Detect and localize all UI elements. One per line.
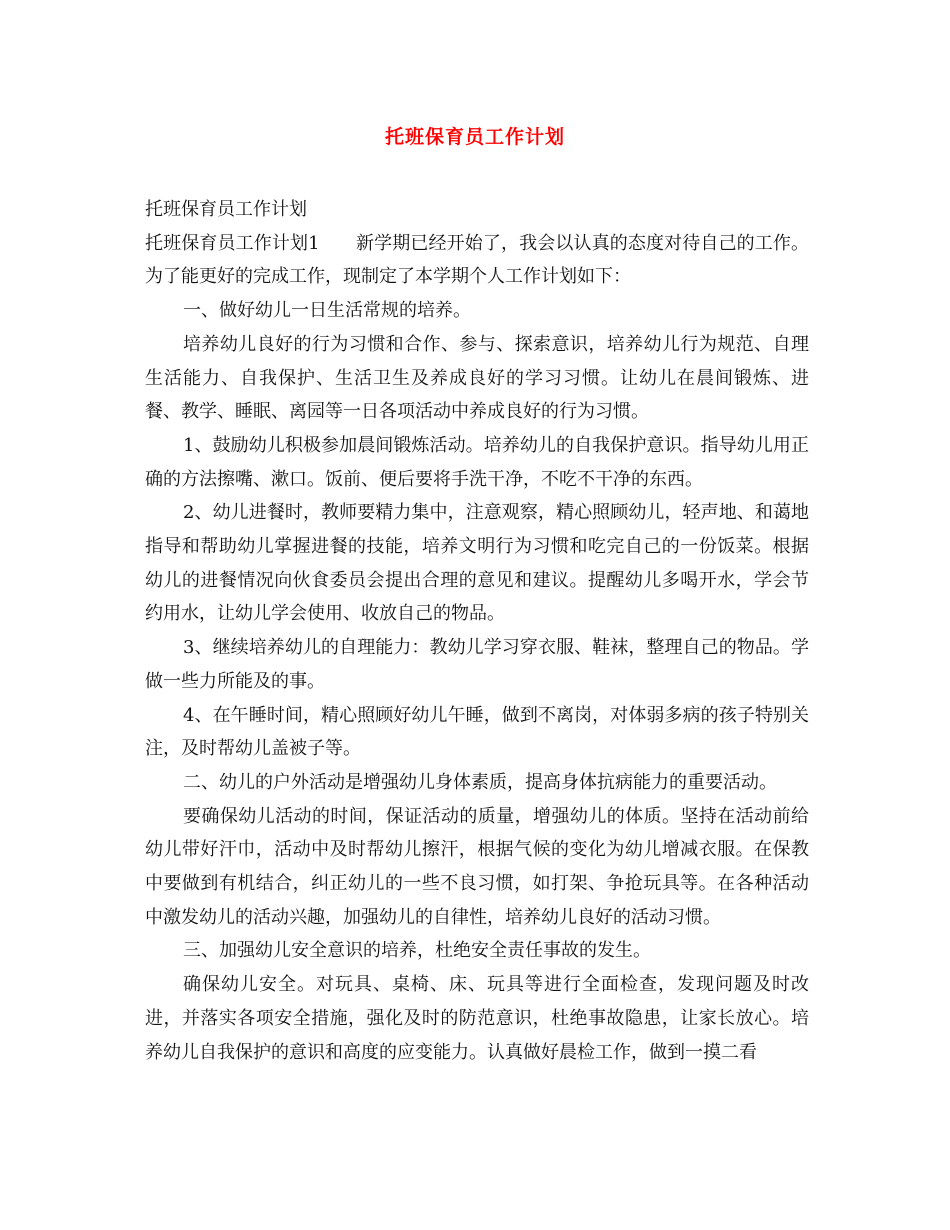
document-body	[145, 193, 809, 1069]
paragraph-heading: 托班保育员工作计划	[145, 199, 307, 220]
paragraph-item-2: 2、幼儿进餐时，教师要精力集中，注意观察，精心照顾幼儿，轻声地、和蔼地指导和帮助幼儿掌握进餐的技能，培养文明行为习惯和吃完自己的一份饭菜。根据幼儿的进餐情况向伙食委员会提出合理的意见和建议。提醒幼儿多喝开水，学会节约用水，让幼儿学会使用、收放自己的物品。	[145, 502, 809, 625]
paragraph-section-1-heading: 一、做好幼儿一日生活常规的培养。	[183, 300, 471, 322]
paragraph-item-3: 3、继续培养幼儿的自理能力：教幼儿学习穿衣服、鞋袜，整理自己的物品。学做一些力所能及的事。	[145, 637, 809, 692]
paragraph-item-4: 4、在午睡时间，精心照顾好幼儿午睡，做到不离岗，对体弱多病的孩子特别关注，及时帮幼儿盖被子等。	[145, 704, 809, 760]
document-title: 托班保育员工作计划	[384, 126, 565, 148]
paragraph-section-2-heading: 二、幼儿的户外活动是增强幼儿身体素质，提高身体抗病能力的重要活动。	[183, 771, 777, 793]
paragraph-section-1-body: 培养幼儿良好的行为习惯和合作、参与、探索意识，培养幼儿行为规范、自理生活能力、自我保护、生活卫生及养成良好的学习习惯。让幼儿在晨间锻炼、进餐、教学、睡眠、离园等一日各项活动中养成良好的行为习惯。	[145, 333, 809, 423]
paragraph-intro: 托班保育员工作计划1 新学期已经开始了，我会以认真的态度对待自己的工作。为了能更好的完成工作，现制定了本学期个人工作计划如下：	[145, 232, 809, 288]
paragraph-item-1: 1、鼓励幼儿积极参加晨间锻炼活动。培养幼儿的自我保护意识。指导幼儿用正确的方法擦嘴、漱口。饭前、便后要将手洗干净，不吃不干净的东西。	[145, 434, 809, 490]
paragraph-section-3-body: 确保幼儿安全。对玩具、桌椅、床、玩具等进行全面检查，发现问题及时改进，并落实各项安全措施，强化及时的防范意识，杜绝事故隐患，让家长放心。培养幼儿自我保护的意识和高度的应变能力。认真做好晨检工作，做到一摸二看	[145, 974, 809, 1063]
paragraph-section-3-heading: 三、加强幼儿安全意识的培养，杜绝安全责任事故的发生。	[183, 940, 651, 962]
paragraph-section-2-body: 要确保幼儿活动的时间，保证活动的质量，增强幼儿的体质。坚持在活动前给幼儿带好汗巾，活动中及时帮幼儿擦汗，根据气候的变化为幼儿增减衣服。在保教中要做到有机结合，纠正幼儿的一些不良习惯，如打架、争抢玩具等。在各种活动中激发幼儿的活动兴趣，加强幼儿的自律性，培养幼儿良好的活动习惯。	[145, 805, 809, 928]
